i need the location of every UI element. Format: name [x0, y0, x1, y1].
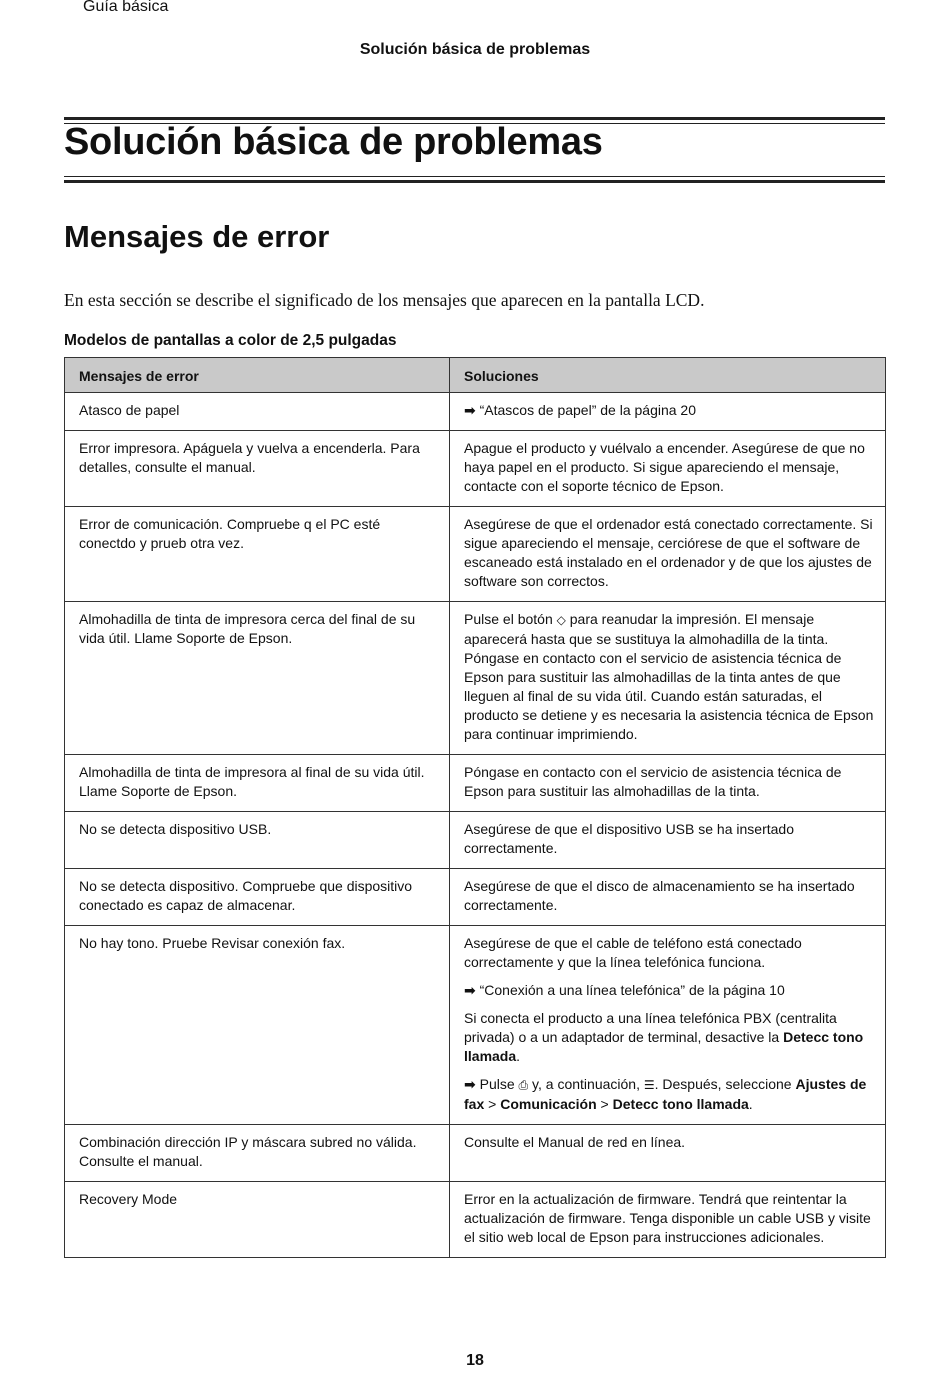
- table-row: [65, 812, 886, 869]
- error-message-cell: No hay tono. Pruebe Revisar conexión fax.: [65, 926, 450, 1125]
- menu-path-item: Comunicación: [500, 1096, 597, 1112]
- running-head-guide: Guía básica: [83, 0, 169, 15]
- solution-text-part: Pulse: [475, 1076, 519, 1092]
- chapter-title: Solución básica de problemas: [64, 121, 603, 163]
- error-message-cell: Recovery Mode: [65, 1182, 450, 1258]
- solution-cell: [450, 393, 886, 431]
- table-row: [65, 393, 886, 431]
- table-header-row: [65, 358, 886, 393]
- solution-text: [464, 1009, 875, 1066]
- solution-cell: [450, 602, 886, 755]
- solution-text: [464, 610, 875, 744]
- cross-reference[interactable]: [464, 981, 875, 1000]
- table-row: [65, 431, 886, 507]
- setting-name: Detecc tono llamada: [464, 1029, 864, 1064]
- table-row: [65, 507, 886, 602]
- solution-text: Asegúrese de que el disco de almacenamiento se ha insertado correctamente.: [464, 878, 855, 913]
- solution-cell: [450, 755, 886, 812]
- solution-steps: [464, 1075, 875, 1114]
- solution-text: Póngase en contacto con el servicio de asistencia técnica de Epson para sustituir las almohadillas de la tinta.: [464, 764, 842, 799]
- solution-text-part: >: [596, 1096, 613, 1112]
- menu-path-item: Detecc tono llamada: [612, 1096, 749, 1112]
- solution-text-part: .: [748, 1096, 753, 1112]
- solution-text: Asegúrese de que el cable de teléfono está conectado correctamente y que la línea telefónica funciona.: [464, 935, 802, 970]
- table-row: [65, 1182, 886, 1258]
- fax-button-icon: ⎙: [518, 1078, 529, 1092]
- error-message-cell: Almohadilla de tinta de impresora al final de su vida útil. Llame Soporte de Epson.: [65, 755, 450, 812]
- solution-cell: [450, 1182, 886, 1258]
- cross-reference[interactable]: [464, 401, 875, 420]
- solution-text-part: . Después, seleccione: [654, 1076, 796, 1092]
- error-message-cell: No se detecta dispositivo. Compruebe que dispositivo conectado es capaz de almacenar.: [65, 869, 450, 926]
- section-title: Mensajes de error: [64, 219, 330, 254]
- menu-path-item: Ajustes de fax: [464, 1076, 867, 1112]
- solution-text-part: >: [484, 1096, 501, 1112]
- solution-cell: [450, 926, 886, 1125]
- solution-cell: [450, 869, 886, 926]
- table-row: [65, 755, 886, 812]
- table-row: [65, 926, 886, 1125]
- page-number: 18: [466, 1352, 484, 1369]
- solution-text-part: y, a continuación,: [528, 1076, 644, 1092]
- solution-text: Consulte el Manual de red en línea.: [464, 1134, 686, 1150]
- cross-reference-text: “Atascos de papel” de la página 20: [475, 402, 696, 418]
- solution-text: Asegúrese de que el dispositivo USB se ha insertado correctamente.: [464, 821, 794, 856]
- title-rule-bottom: [64, 180, 885, 183]
- error-message-cell: Almohadilla de tinta de impresora cerca del final de su vida útil. Llame Soporte de Epson.: [65, 602, 450, 755]
- solution-text-part: Si conecta el producto a una línea telefónica PBX (centralita privada) o a un adaptador de terminal, desactive la: [464, 1010, 837, 1045]
- arrow-right-icon: ➡: [464, 982, 476, 998]
- table-caption: Modelos de pantallas a color de 2,5 pulgadas: [64, 332, 397, 349]
- error-message-cell: Error de comunicación. Compruebe q el PC esté conectdo y prueb otra vez.: [65, 507, 450, 602]
- solution-text-part: Pulse el botón: [464, 611, 557, 627]
- solution-cell: [450, 812, 886, 869]
- header-error-messages: Mensajes de error: [65, 358, 450, 393]
- solution-text: Error en la actualización de firmware. Tendrá que reintentar la actualización de firmware. Tenga disponible un cable USB y visite el sitio web local de Epson para instrucciones adicionales.: [464, 1191, 871, 1245]
- error-message-cell: Error impresora. Apáguela y vuelva a encenderla. Para detalles, consulte el manual.: [65, 431, 450, 507]
- table-row: [65, 869, 886, 926]
- error-message-cell: Combinación dirección IP y máscara subred no válida. Consulte el manual.: [65, 1125, 450, 1182]
- running-head-section: Solución básica de problemas: [359, 41, 591, 58]
- intro-paragraph: En esta sección se describe el significado de los mensajes que aparecen en la pantalla LCD.: [64, 290, 705, 310]
- solution-text-part: .: [516, 1048, 521, 1064]
- start-button-icon: ◇: [556, 613, 566, 627]
- title-rule-top: [64, 117, 885, 120]
- error-message-cell: No se detecta dispositivo USB.: [65, 812, 450, 869]
- error-messages-table: [64, 357, 886, 1258]
- error-message-cell: Atasco de papel: [65, 393, 450, 431]
- solution-cell: [450, 1125, 886, 1182]
- menu-button-icon: ☰: [643, 1078, 655, 1092]
- solution-text-part: para reanudar la impresión. El mensaje aparecerá hasta que se sustituya la almohadilla de la tinta. Póngase en contacto con el servicio de asistencia técnica de Epson para sustituir las almohadillas de la tinta antes de que lleguen al final de su vida útil. Cuando están saturadas, el producto se detiene y es necesaria la asistencia técnica de Epson para continuar imprimiendo.: [464, 611, 874, 742]
- solution-text: Apague el producto y vuélvalo a encender. Asegúrese de que no haya papel en el producto. Si sigue apareciendo el mensaje, contacte con el soporte técnico de Epson.: [464, 440, 865, 494]
- table-row: [65, 602, 886, 755]
- arrow-right-icon: ➡: [464, 402, 476, 418]
- table-row: [65, 1125, 886, 1182]
- cross-reference-text: “Conexión a una línea telefónica” de la página 10: [475, 982, 785, 998]
- arrow-right-icon: ➡: [464, 1076, 476, 1092]
- solution-cell: [450, 507, 886, 602]
- solution-cell: [450, 431, 886, 507]
- title-rule-bottom-thin: [64, 176, 885, 177]
- header-solutions: Soluciones: [450, 358, 886, 393]
- solution-text: Asegúrese de que el ordenador está conectado correctamente. Si sigue apareciendo el mensaje, cerciórese de que el software de escaneado está instalado en el ordenador y de que los ajustes de software son correctos.: [464, 516, 873, 589]
